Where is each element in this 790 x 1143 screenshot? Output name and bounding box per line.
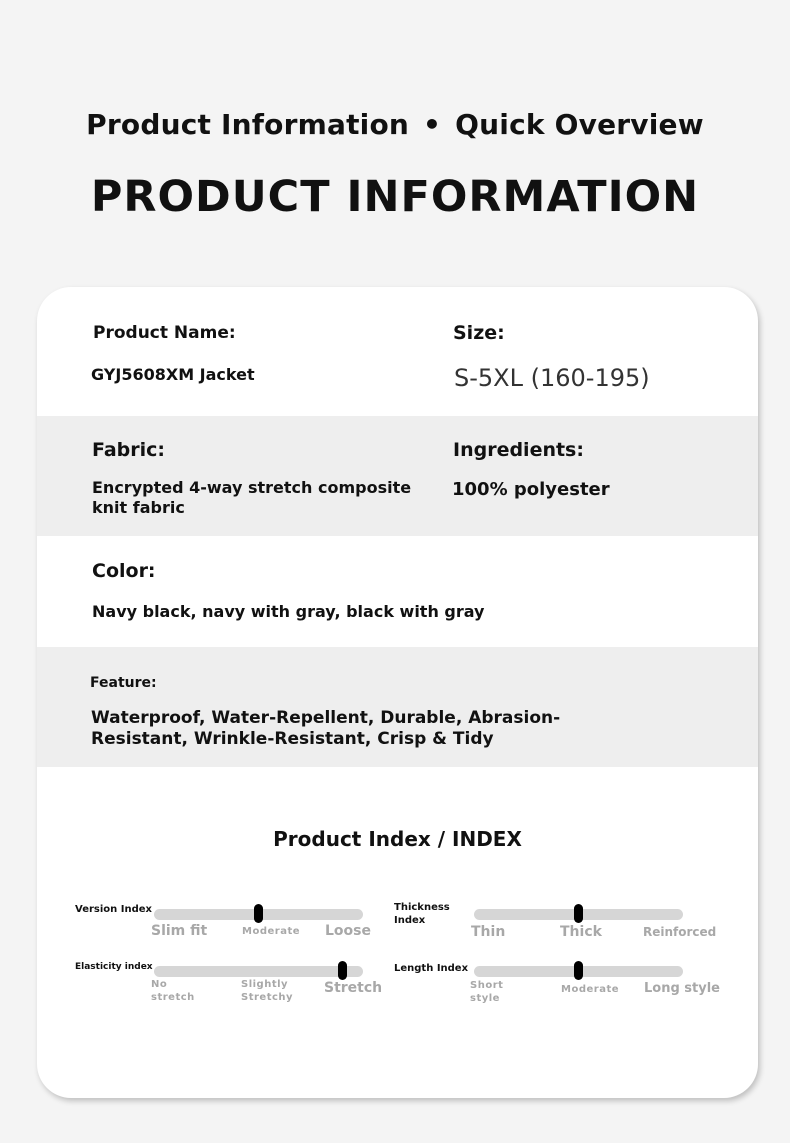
index-title: Product Index / INDEX <box>273 827 522 851</box>
size-label: Size: <box>453 322 505 344</box>
header-right-text: Quick Overview <box>455 108 704 141</box>
elasticity-option-slight-line1: Slightly <box>241 979 289 990</box>
elasticity-option-stretch: Stretch <box>324 980 383 996</box>
header-subtitle <box>0 108 790 141</box>
row-fabric-ingredients <box>37 416 758 536</box>
length-option-short-line2: style <box>470 993 500 1004</box>
row-feature <box>37 647 758 767</box>
thickness-option-thick: Thick <box>560 924 602 940</box>
header-left-text: Product Information <box>86 108 410 141</box>
feature-label: Feature: <box>90 675 157 691</box>
version-option-loose: Loose <box>325 923 371 939</box>
length-index-label: Length Index <box>394 963 469 974</box>
ingredients-label: Ingredients: <box>453 439 584 461</box>
elasticity-index-label: Elasticity index <box>75 962 153 972</box>
elasticity-index-marker <box>338 961 347 980</box>
thickness-index-marker <box>574 904 583 923</box>
thickness-option-reinforced: Reinforced <box>643 925 717 939</box>
version-index-marker <box>254 904 263 923</box>
elasticity-option-none-line2: stretch <box>151 992 195 1003</box>
fabric-value-line2: knit fabric <box>92 498 185 517</box>
color-value: Navy black, navy with gray, black with gray <box>92 602 485 621</box>
version-option-slim: Slim fit <box>151 923 208 939</box>
elasticity-index-track <box>154 966 363 977</box>
feature-value-line2: Resistant, Wrinkle-Resistant, Crisp & Tidy <box>91 729 494 749</box>
fabric-value-line1: Encrypted 4-way stretch composite <box>92 478 412 497</box>
elasticity-option-slight-line2: Stretchy <box>241 992 294 1003</box>
row-name-size <box>37 287 758 416</box>
row-color <box>37 536 758 647</box>
header-separator: • <box>423 108 442 141</box>
info-card <box>37 287 758 1098</box>
version-index-label: Version Index <box>75 904 152 915</box>
thickness-index-label-line2: Index <box>394 915 426 926</box>
feature-value-line1: Waterproof, Water-Repellent, Durable, Abrasion- <box>91 708 561 728</box>
length-option-long: Long style <box>644 981 721 996</box>
elasticity-option-none-line1: No <box>151 979 168 990</box>
fabric-label: Fabric: <box>92 439 166 461</box>
thickness-index-label-line1: Thickness <box>394 902 450 913</box>
color-label: Color: <box>92 560 156 582</box>
length-option-moderate: Moderate <box>561 984 620 995</box>
page-title: PRODUCT INFORMATION <box>90 172 700 222</box>
product-name-value: GYJ5608XM Jacket <box>91 365 255 384</box>
product-name-label: Product Name: <box>93 323 236 343</box>
ingredients-value: 100% polyester <box>452 479 610 500</box>
version-option-moderate: Moderate <box>242 926 301 937</box>
length-index-marker <box>574 961 583 980</box>
thickness-option-thin: Thin <box>471 924 506 940</box>
length-option-short-line1: Short <box>470 980 504 991</box>
size-value: S-5XL (160-195) <box>454 364 650 392</box>
